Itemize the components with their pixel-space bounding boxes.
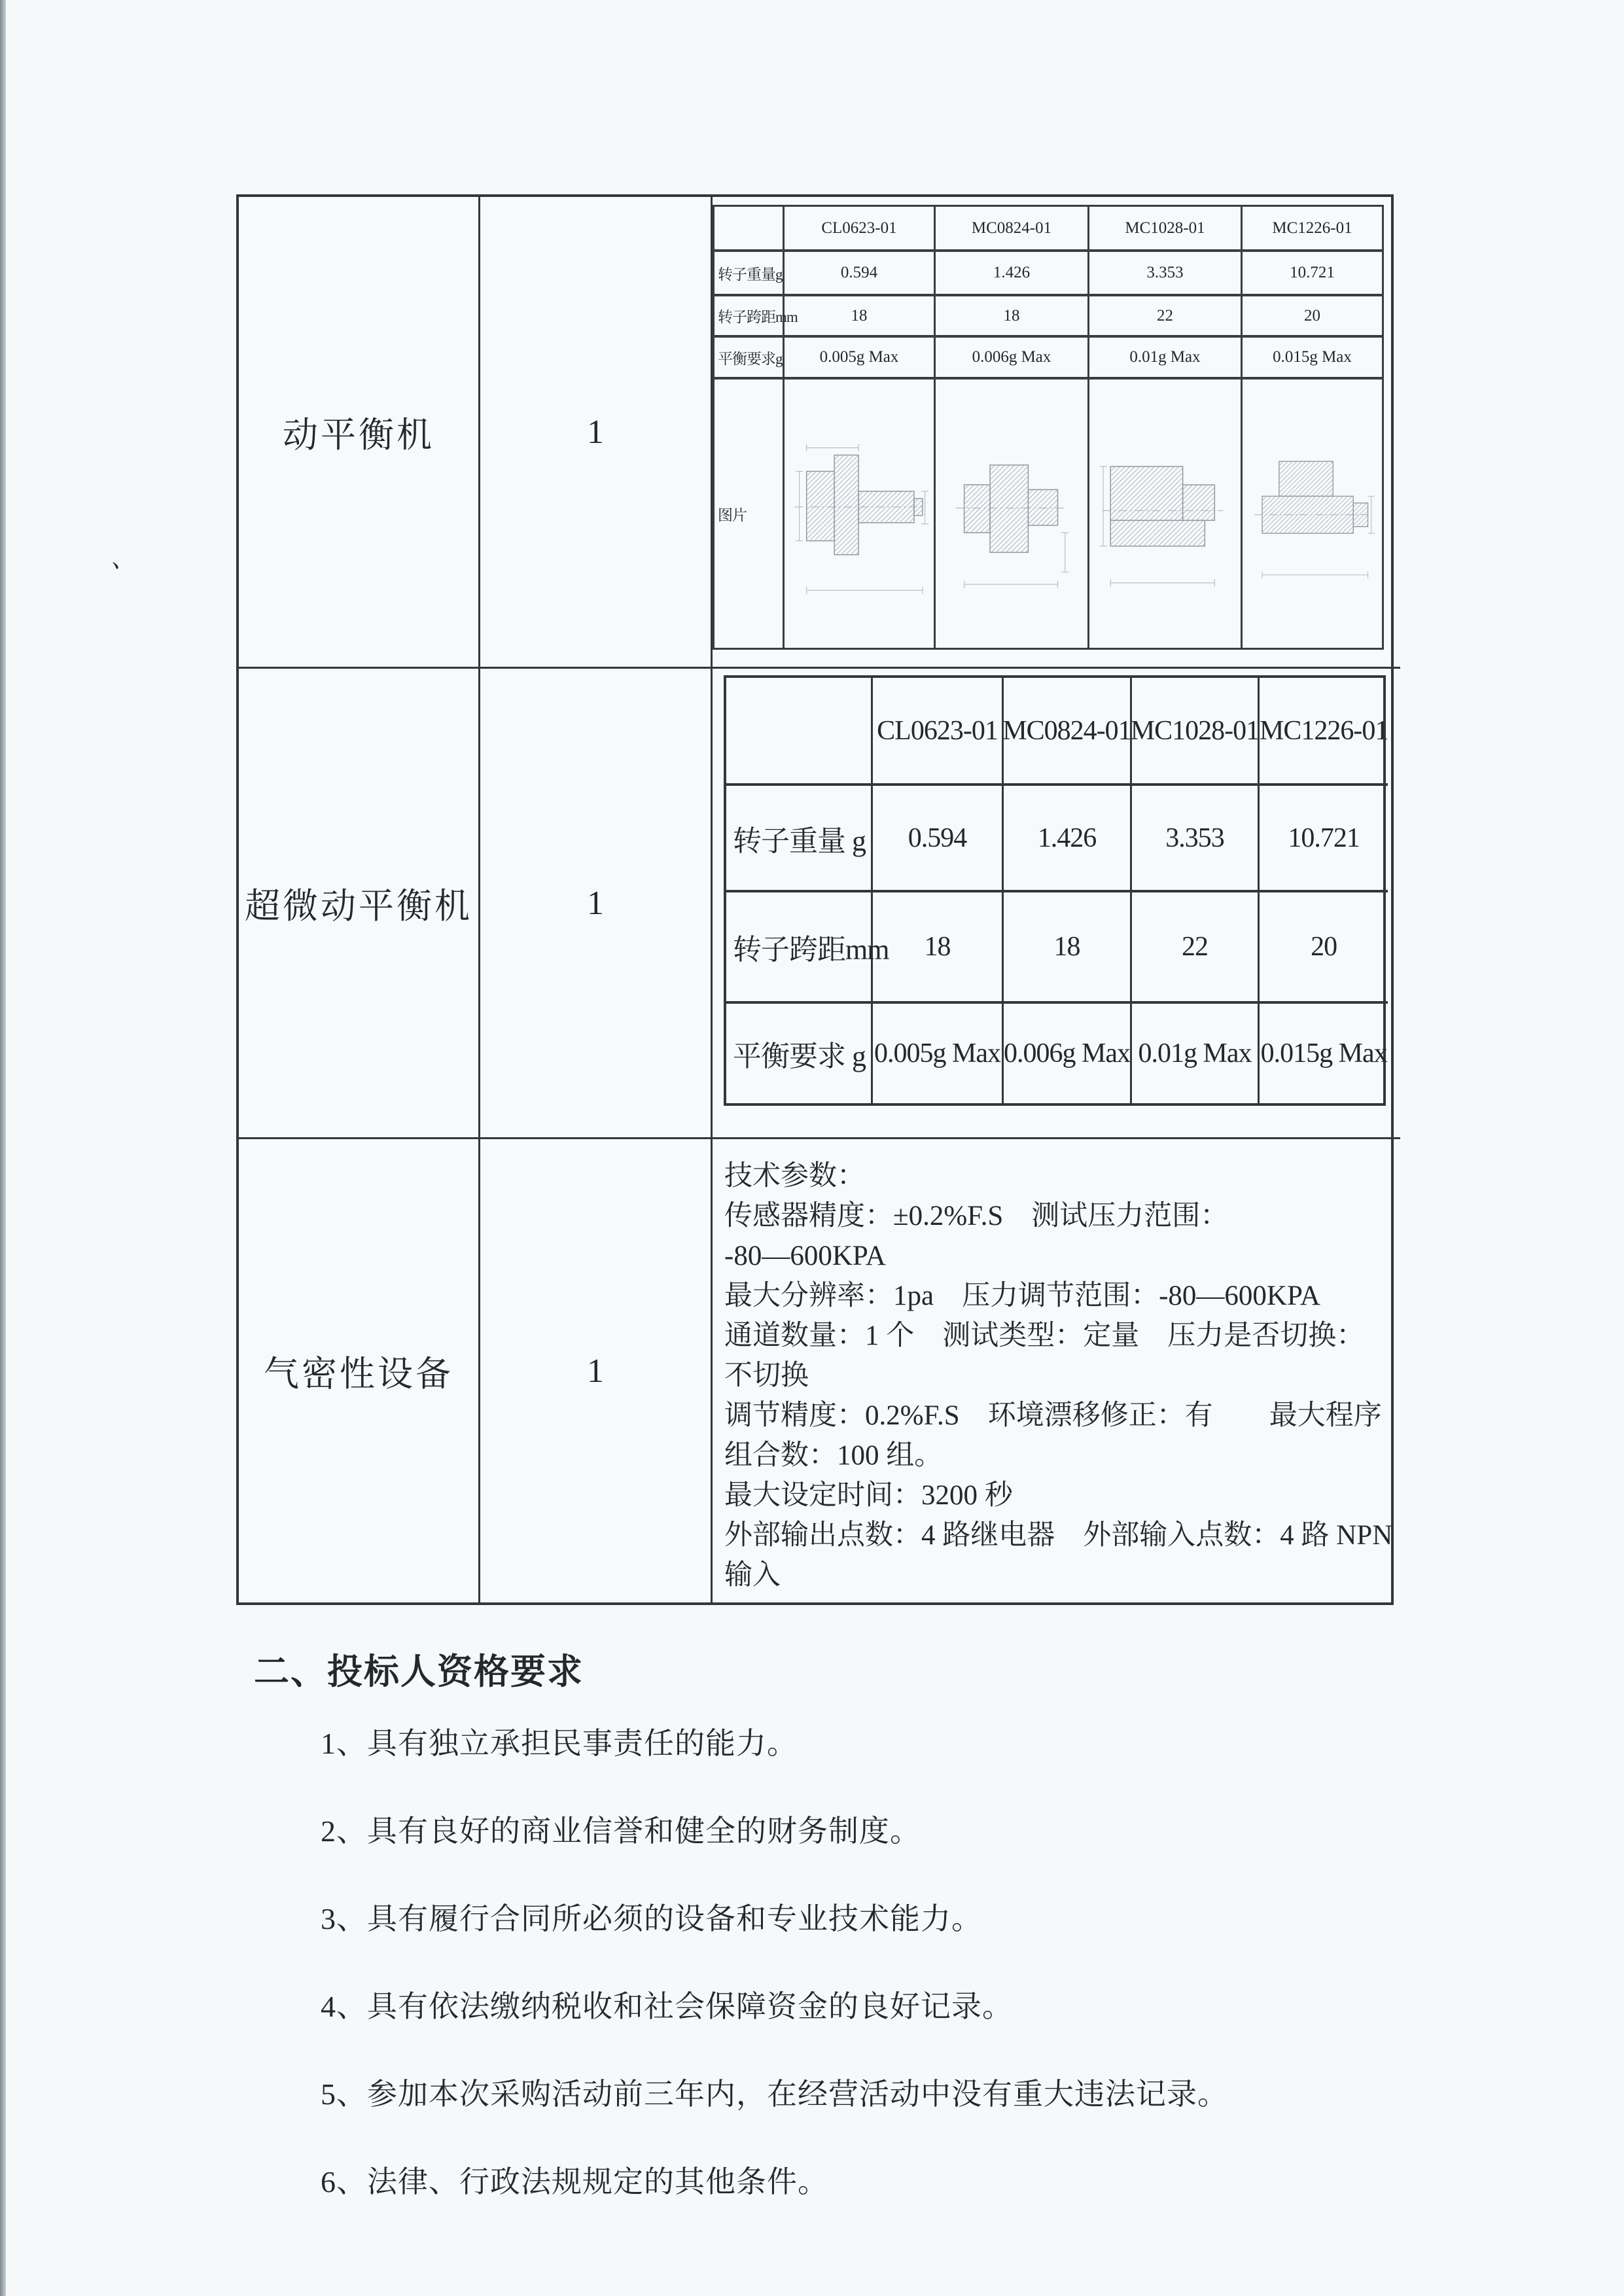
equipment-qty-cell	[480, 197, 713, 669]
equipment-name-cell	[239, 197, 480, 669]
spec-row-label: 转子跨距mm	[726, 892, 873, 1004]
spec-value: 18	[873, 892, 1004, 1004]
spec-value: 18	[1004, 892, 1132, 1004]
spec-col-header: CL0623-01	[873, 678, 1004, 786]
spec-row-label: 转子重量 g	[726, 786, 873, 892]
equipment-qty-cell	[480, 1139, 713, 1602]
qualification-item: 6、法律、行政法规规定的其他条件。	[321, 2165, 828, 2199]
spec-value: 0.005g Max	[873, 1004, 1004, 1103]
spec-value: 22	[1132, 892, 1260, 1004]
rotor-technical-drawing	[1093, 383, 1237, 644]
spec-row-label: 转子跨距mm	[715, 296, 785, 338]
spec-value: 10.721	[1260, 786, 1388, 892]
spec-value: 20	[1260, 892, 1388, 1004]
equipment-qty: 1	[587, 413, 604, 451]
spec-value: 0.594	[873, 786, 1004, 892]
spec-value: 0.005g Max	[785, 338, 936, 380]
param-line: 不切换	[724, 1360, 809, 1391]
rotor-drawing-MC1028-01	[1089, 380, 1243, 648]
spec-col-header: MC0824-01	[936, 207, 1089, 252]
spec-value: 1.426	[936, 252, 1089, 296]
param-line: 传感器精度：±0.2%F.S 测试压力范围：	[724, 1201, 1229, 1231]
spec-value: 0.006g Max	[1004, 1004, 1132, 1103]
spec-col-header: MC1028-01	[1132, 678, 1260, 786]
spec-value: 0.015g Max	[1260, 1038, 1387, 1069]
param-line: 最大分辨率：1pa 压力调节范围：-80—600KPA	[724, 1280, 1320, 1311]
spec-value: 0.015g Max	[1243, 338, 1382, 380]
qualification-list	[321, 1697, 1498, 2223]
spec-value: 0.01g Max	[1089, 338, 1243, 380]
spec-col-header: MC1028-01	[1089, 207, 1243, 252]
spec-value: 0.594	[785, 252, 936, 296]
spec-col-header: MC0824-01	[1004, 678, 1132, 786]
spec-row-label: 平衡要求 g	[726, 1004, 873, 1103]
qualification-item: 4、具有依法缴纳税收和社会保障资金的良好记录。	[321, 1990, 1013, 2023]
airtight-tech-params	[713, 1139, 1400, 1595]
rotor-technical-drawing	[940, 383, 1084, 644]
equipment-qty: 1	[587, 1352, 604, 1390]
spec-col-header: MC1226-01	[1260, 678, 1388, 786]
section-heading-bidder-qualifications: 二、投标人资格要求	[254, 1652, 584, 1691]
picture-row-label: 图片	[715, 380, 785, 648]
equipment-qty-cell	[480, 669, 713, 1139]
param-line: 最大设定时间：3200 秒	[724, 1480, 1013, 1511]
scan-edge-shadow	[0, 0, 6, 2296]
equipment-name: 气密性设备	[264, 1354, 453, 1394]
param-line: 组合数：100 组。	[724, 1440, 943, 1471]
rotor-drawing-MC1226-01	[1243, 380, 1382, 648]
spec-value: 0.01g Max	[1132, 1004, 1260, 1103]
spec-col-header: MC1226-01	[1243, 207, 1382, 252]
spec-value: 18	[785, 296, 936, 338]
spec-value: 22	[1089, 296, 1243, 338]
qualification-item: 5、参加本次采购活动前三年内，在经营活动中没有重大违法记录。	[321, 2077, 1228, 2111]
spec-value: 10.721	[1243, 252, 1382, 296]
param-line: -80—600KPA	[724, 1241, 886, 1271]
spec-value: 3.353	[1089, 252, 1243, 296]
spec-value: 3.353	[1132, 786, 1260, 892]
qualification-item: 2、具有良好的商业信誉和健全的财务制度。	[321, 1814, 921, 1848]
equipment-qty: 1	[587, 884, 604, 922]
param-line: 调节精度：0.2%F.S 环境漂移修正：有 最大程序	[724, 1400, 1382, 1431]
qualification-item: 3、具有履行合同所必须的设备和专业技术能力。	[321, 1902, 982, 1935]
equipment-name-cell	[239, 669, 480, 1139]
rotor-technical-drawing	[788, 383, 930, 644]
equipment-name-cell	[239, 1139, 480, 1602]
spec-col-header: CL0623-01	[785, 207, 936, 252]
rotor-drawing-MC0824-01	[936, 380, 1089, 648]
spec-value: 18	[936, 296, 1089, 338]
equipment-name: 超微动平衡机	[245, 886, 472, 926]
param-line: 通道数量：1 个 测试类型：定量 压力是否切换：	[724, 1320, 1365, 1351]
equipment-detail-cell	[713, 1139, 1400, 1602]
equipment-name: 动平衡机	[283, 415, 434, 455]
stray-pen-mark: 、	[110, 544, 139, 576]
rotor-technical-drawing	[1246, 383, 1378, 644]
spec-row-label: 平衡要求g	[715, 338, 785, 380]
equipment-detail-cell	[713, 197, 1400, 669]
spec-table-large	[724, 675, 1386, 1106]
spec-header-empty	[726, 678, 873, 786]
param-line: 输入	[724, 1560, 781, 1591]
spec-header-empty	[715, 207, 785, 252]
spec-value: 20	[1243, 296, 1382, 338]
qualification-item: 1、具有独立承担民事责任的能力。	[321, 1727, 798, 1760]
rotor-drawing-CL0623-01	[785, 380, 936, 648]
spec-value: 0.006g Max	[936, 338, 1089, 380]
spec-row-label: 转子重量g	[715, 252, 785, 296]
spec-table-small	[713, 205, 1384, 650]
param-line: 技术参数：	[724, 1161, 865, 1192]
equipment-detail-cell	[713, 669, 1400, 1139]
spec-value: 1.426	[1004, 786, 1132, 892]
equipment-table	[236, 194, 1394, 1605]
param-line: 外部输出点数：4 路继电器 外部输入点数：4 路 NPN	[724, 1520, 1393, 1551]
